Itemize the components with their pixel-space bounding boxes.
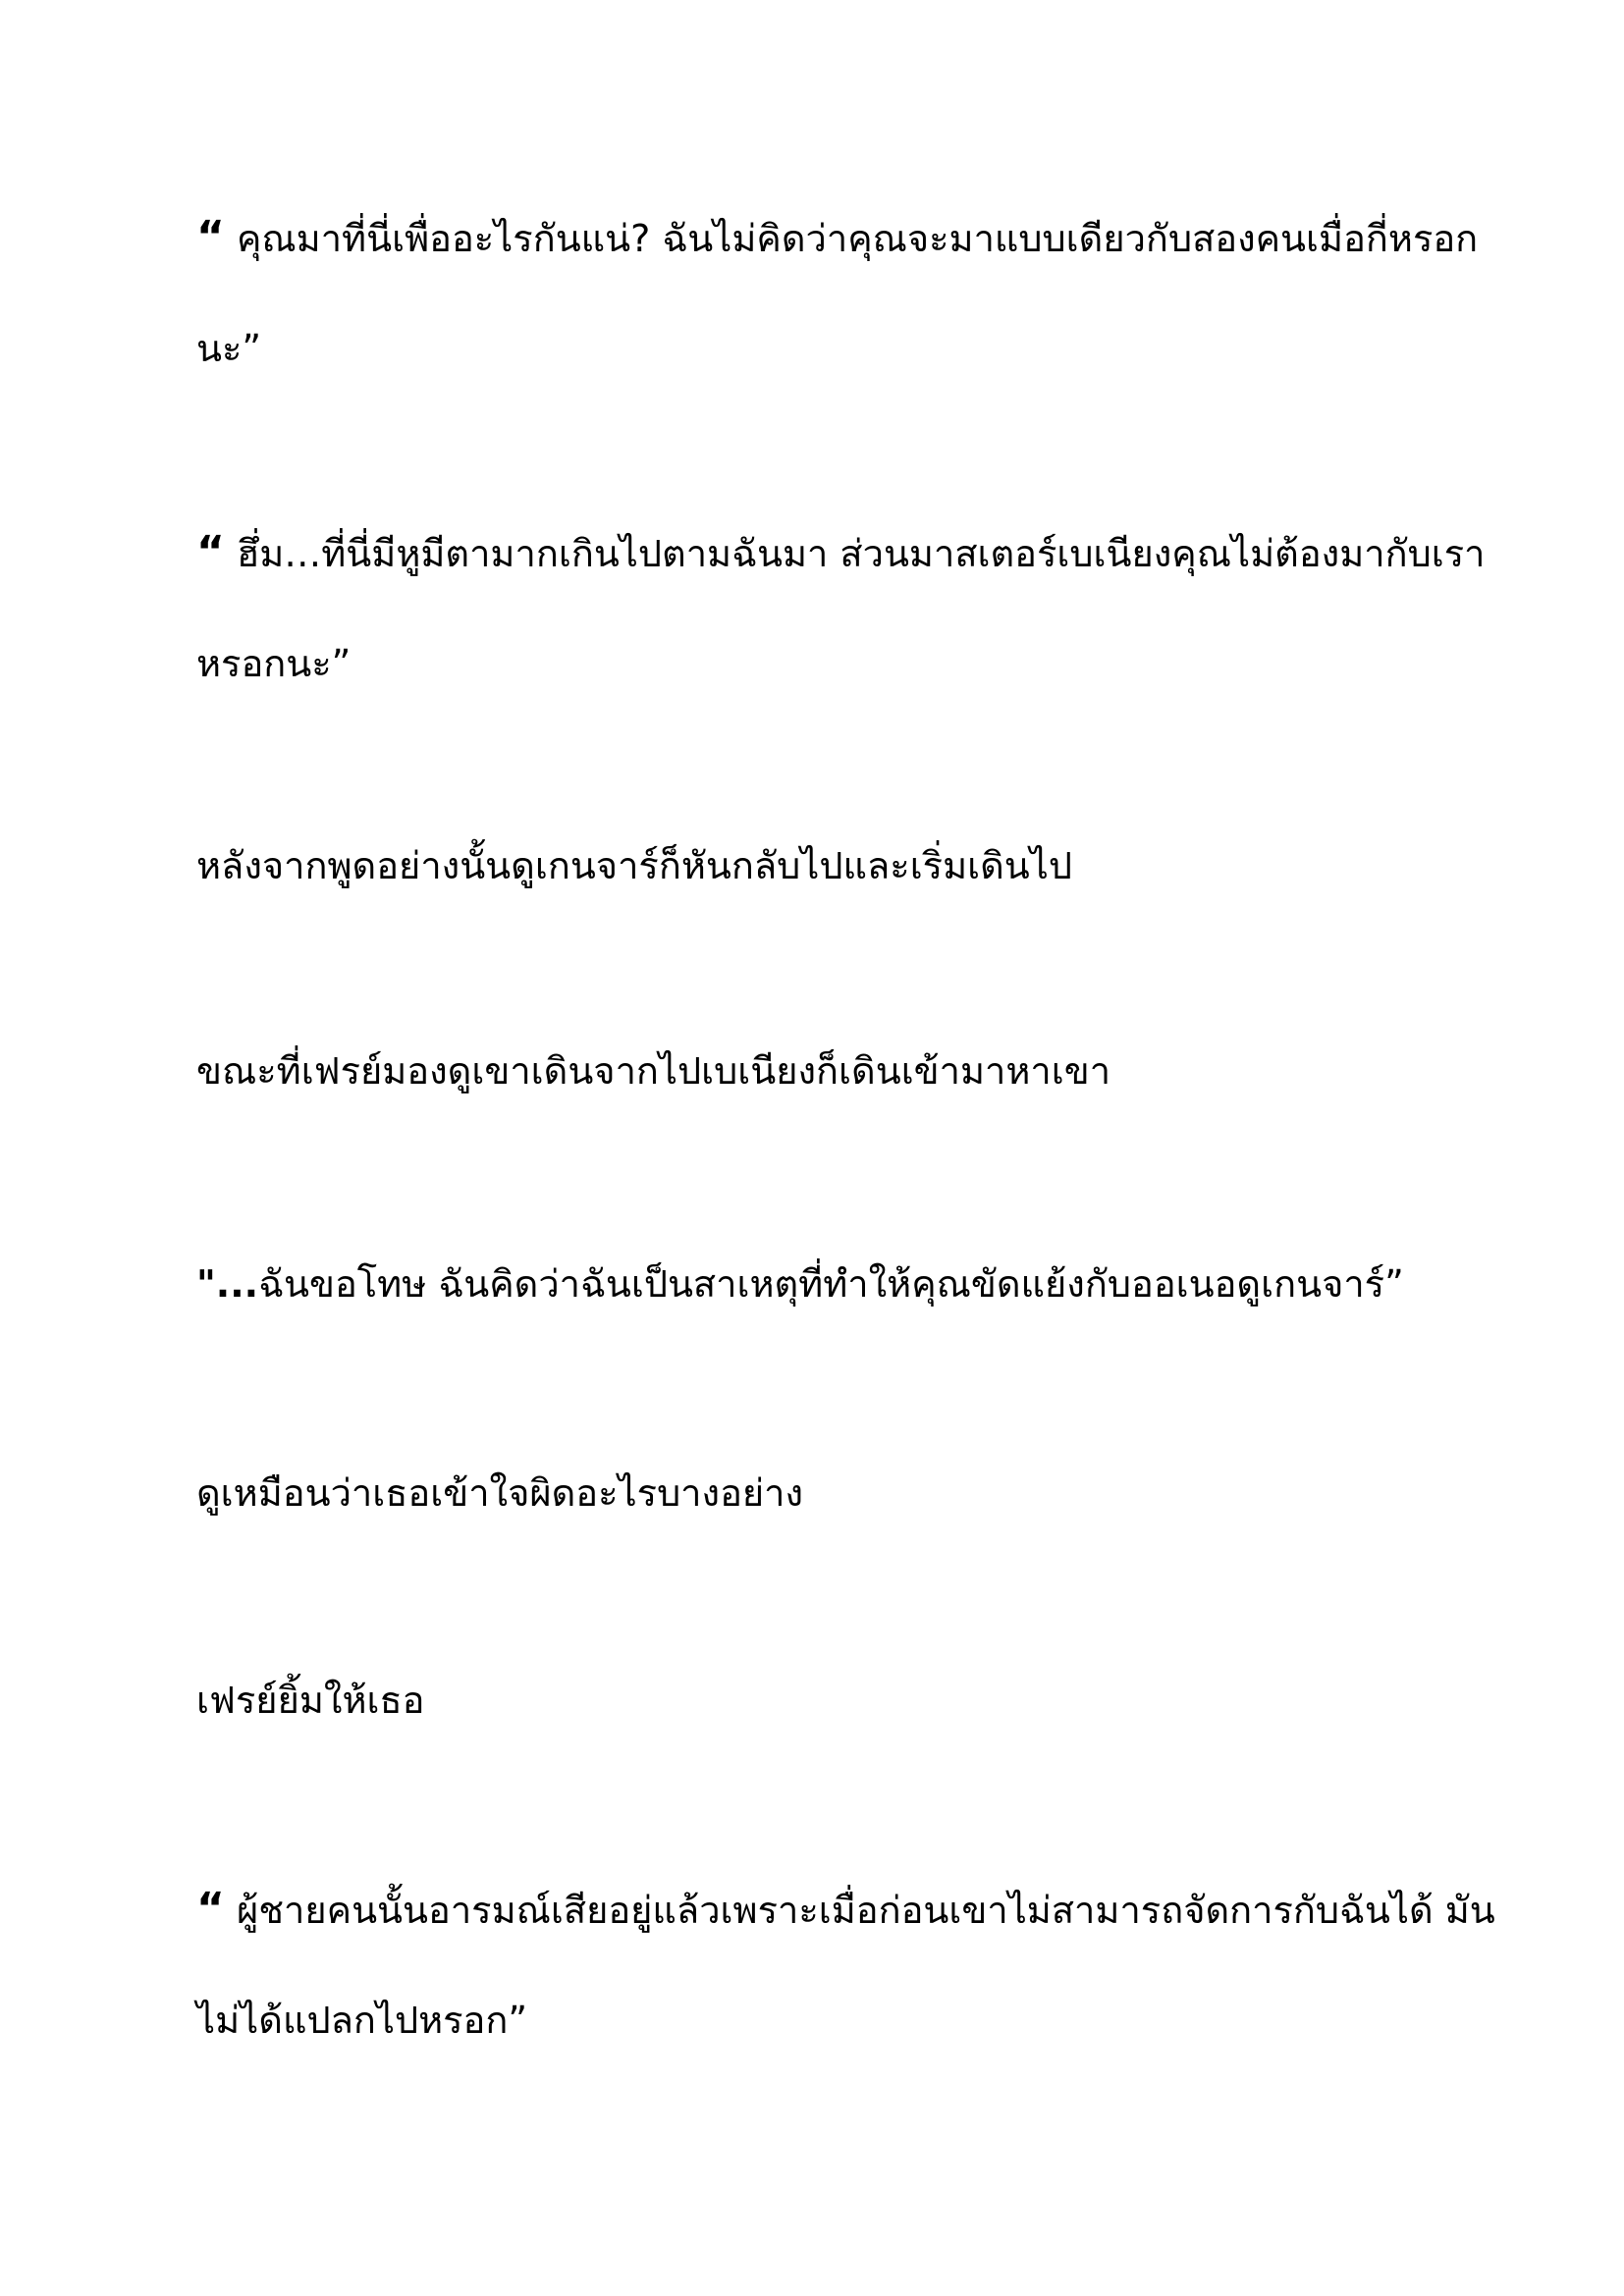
paragraph-line [196, 811, 1434, 921]
opening-quote: “ [196, 1884, 225, 1934]
line-text: ฉันขอโทษ ฉันคิดว่าฉันเป็นสาเหตุที่ทำให้คุณขัดแย้งกับออเนอดูเกนจาร์” [258, 1262, 1404, 1306]
opening-quote-ellipsis: "... [196, 1262, 259, 1306]
line-text: ผู้ชายคนนั้นอารมณ์เสียอยู่แล้วเพราะเมื่อก่อนเขาไม่สามารถจัดการกับฉันได้ มัน [224, 1889, 1495, 1932]
line-text: ดูเหมือนว่าเธอเข้าใจผิดอะไรบางอย่าง [196, 1471, 804, 1515]
line-text: หรอกนะ” [196, 642, 352, 685]
paragraph-line [196, 1965, 1434, 2075]
paragraph-4 [196, 1016, 1434, 1126]
paragraph-line [196, 1645, 1434, 1755]
paragraph-line [196, 294, 1434, 403]
opening-quote: “ [196, 212, 225, 262]
line-text: ขณะที่เฟรย์มองดูเขาเดินจากไปเบเนียงก็เดินเข้ามาหาเขา [196, 1049, 1111, 1093]
paragraph-line [196, 1229, 1434, 1339]
paragraph-5 [196, 1229, 1434, 1339]
paragraph-8 [196, 1854, 1495, 2075]
opening-quote: “ [196, 527, 225, 577]
paragraph-6 [196, 1438, 1434, 1548]
paragraph-line [196, 183, 1479, 294]
line-text: ไม่ได้แปลกไปหรอก” [196, 1999, 528, 2042]
line-text: เฟรย์ยิ้มให้เธอ [196, 1679, 425, 1722]
paragraph-line [196, 1854, 1495, 1965]
paragraph-2 [196, 498, 1486, 719]
paragraph-line [196, 609, 1434, 719]
line-text: คุณมาที่นี่เพื่ออะไรกันแน่? ฉันไม่คิดว่าคุณจะมาแบบเดียวกับสองคนเมื่อกี่หรอก [224, 217, 1479, 260]
paragraph-line [196, 498, 1486, 609]
paragraph-3 [196, 811, 1434, 921]
paragraph-line [196, 1016, 1434, 1126]
paragraph-1 [196, 183, 1479, 403]
line-text: นะ” [196, 327, 262, 370]
line-text: หลังจากพูดอย่างนั้นดูเกนจาร์ก็หันกลับไปและเริ่มเดินไป [196, 844, 1073, 887]
line-text: ฮึ่ม…ที่นี่มีหูมีตามากเกินไปตามฉันมา ส่วนมาสเตอร์เบเนียงคุณไม่ต้องมากับเรา [224, 532, 1486, 575]
paragraph-7 [196, 1645, 1434, 1755]
paragraph-line [196, 1438, 1434, 1548]
